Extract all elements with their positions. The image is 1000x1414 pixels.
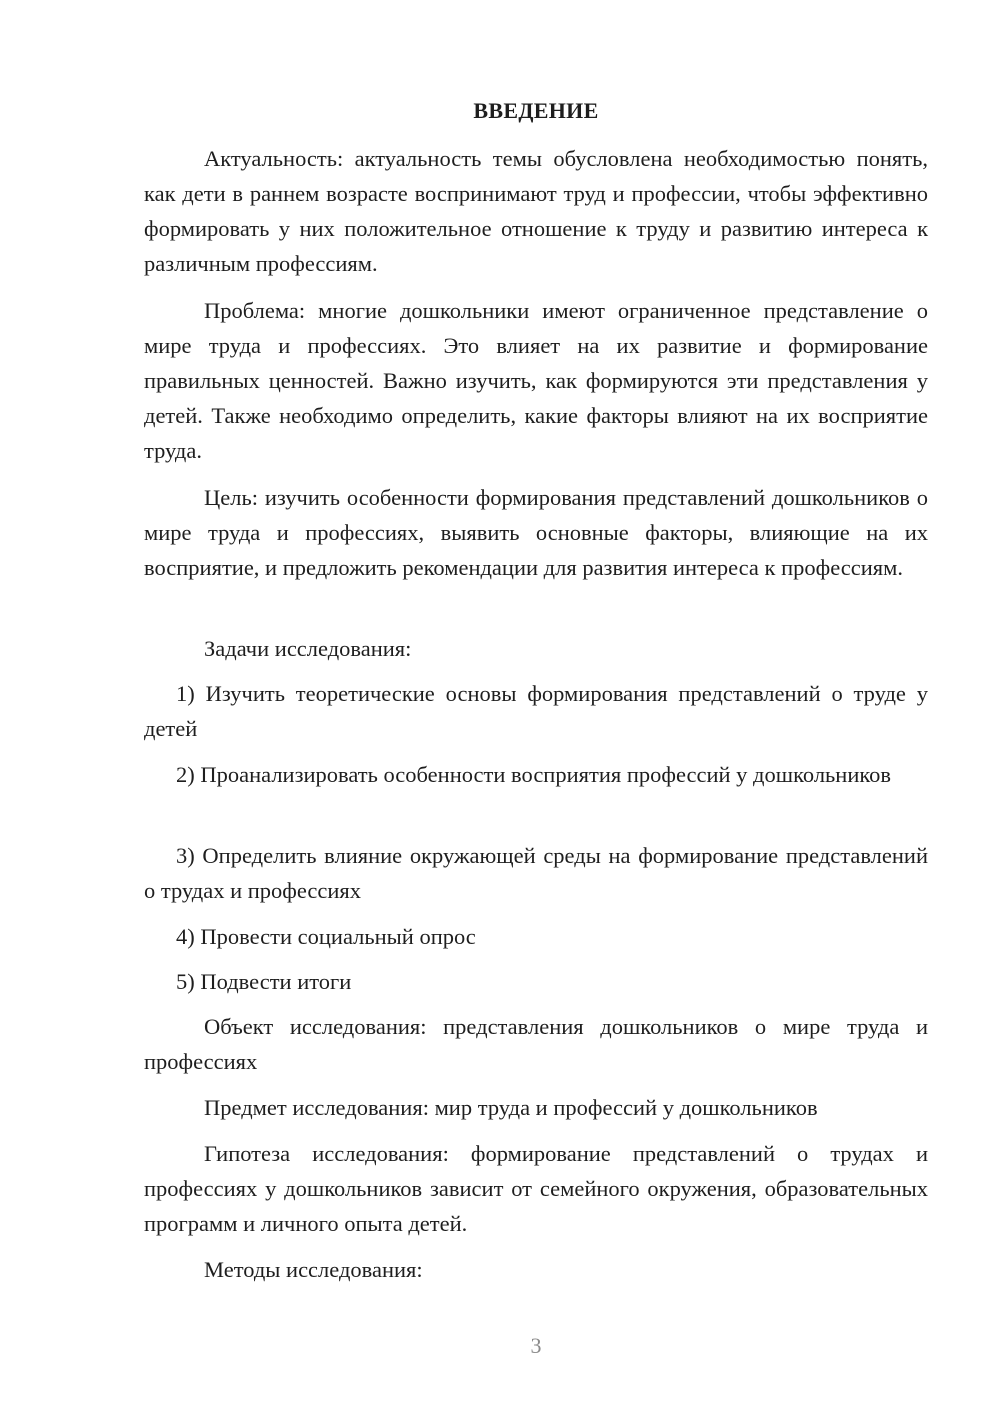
methods-heading-paragraph — [144, 1252, 928, 1287]
subject-text: Предмет исследования: мир труда и профессий у дошкольников — [204, 1095, 818, 1120]
list-item: 4) Провести социальный опрос — [176, 924, 476, 949]
goal-text: Цель: изучить особенности формирования представлений дошкольников о мире труда и профессиях, выявить основные факторы, влияющие на их восприятие, и предложить рекомендации для развития интереса к профессиям. — [144, 485, 928, 580]
task-item-5 — [144, 964, 928, 999]
goal-paragraph — [144, 480, 928, 585]
page-number: 3 — [530, 1333, 542, 1358]
list-item: 2) Проанализировать особенности восприятия профессий у дошкольников — [176, 762, 892, 787]
task-item-4 — [144, 919, 928, 954]
page-title: ВВЕДЕНИЕ — [473, 98, 599, 123]
problem-text: Проблема: многие дошкольники имеют ограниченное представление о мире труда и профессиях. Это влияет на их развитие и формирование правильных ценностей. Важно изучить, как формируются эти представления у детей. Также необходимо определить, какие факторы влияют на их восприятие труда. — [144, 298, 928, 463]
object-text: Объект исследования: представления дошкольников о мире труда и профессиях — [144, 1014, 928, 1074]
problem-paragraph — [144, 293, 928, 468]
methods-heading: Методы исследования: — [204, 1257, 423, 1282]
task-item-3 — [144, 838, 928, 908]
hypothesis-paragraph — [144, 1136, 928, 1241]
subject-paragraph — [144, 1090, 928, 1125]
list-item: 1) Изучить теоретические основы формирования представлений о труде у детей — [144, 681, 928, 741]
task-item-1 — [144, 676, 928, 746]
relevance-paragraph — [144, 141, 928, 281]
list-item: 3) Определить влияние окружающей среды на формирование представлений о трудах и профессиях — [144, 843, 928, 903]
hypothesis-text: Гипотеза исследования: формирование представлений о трудах и профессиях у дошкольников зависит от семейного окружения, образовательных программ и личного опыта детей. — [144, 1141, 928, 1236]
list-item: 5) Подвести итоги — [176, 969, 352, 994]
tasks-heading: Задачи исследования: — [204, 636, 412, 661]
task-item-2 — [144, 757, 928, 792]
object-paragraph — [144, 1009, 928, 1079]
relevance-text: Актуальность: актуальность темы обусловлена необходимостью понять, как дети в раннем возрасте воспринимают труд и профессии, чтобы эффективно формировать у них положительное отношение к труду и развитию интереса к различным профессиям. — [144, 146, 928, 276]
tasks-heading-paragraph — [144, 631, 928, 666]
